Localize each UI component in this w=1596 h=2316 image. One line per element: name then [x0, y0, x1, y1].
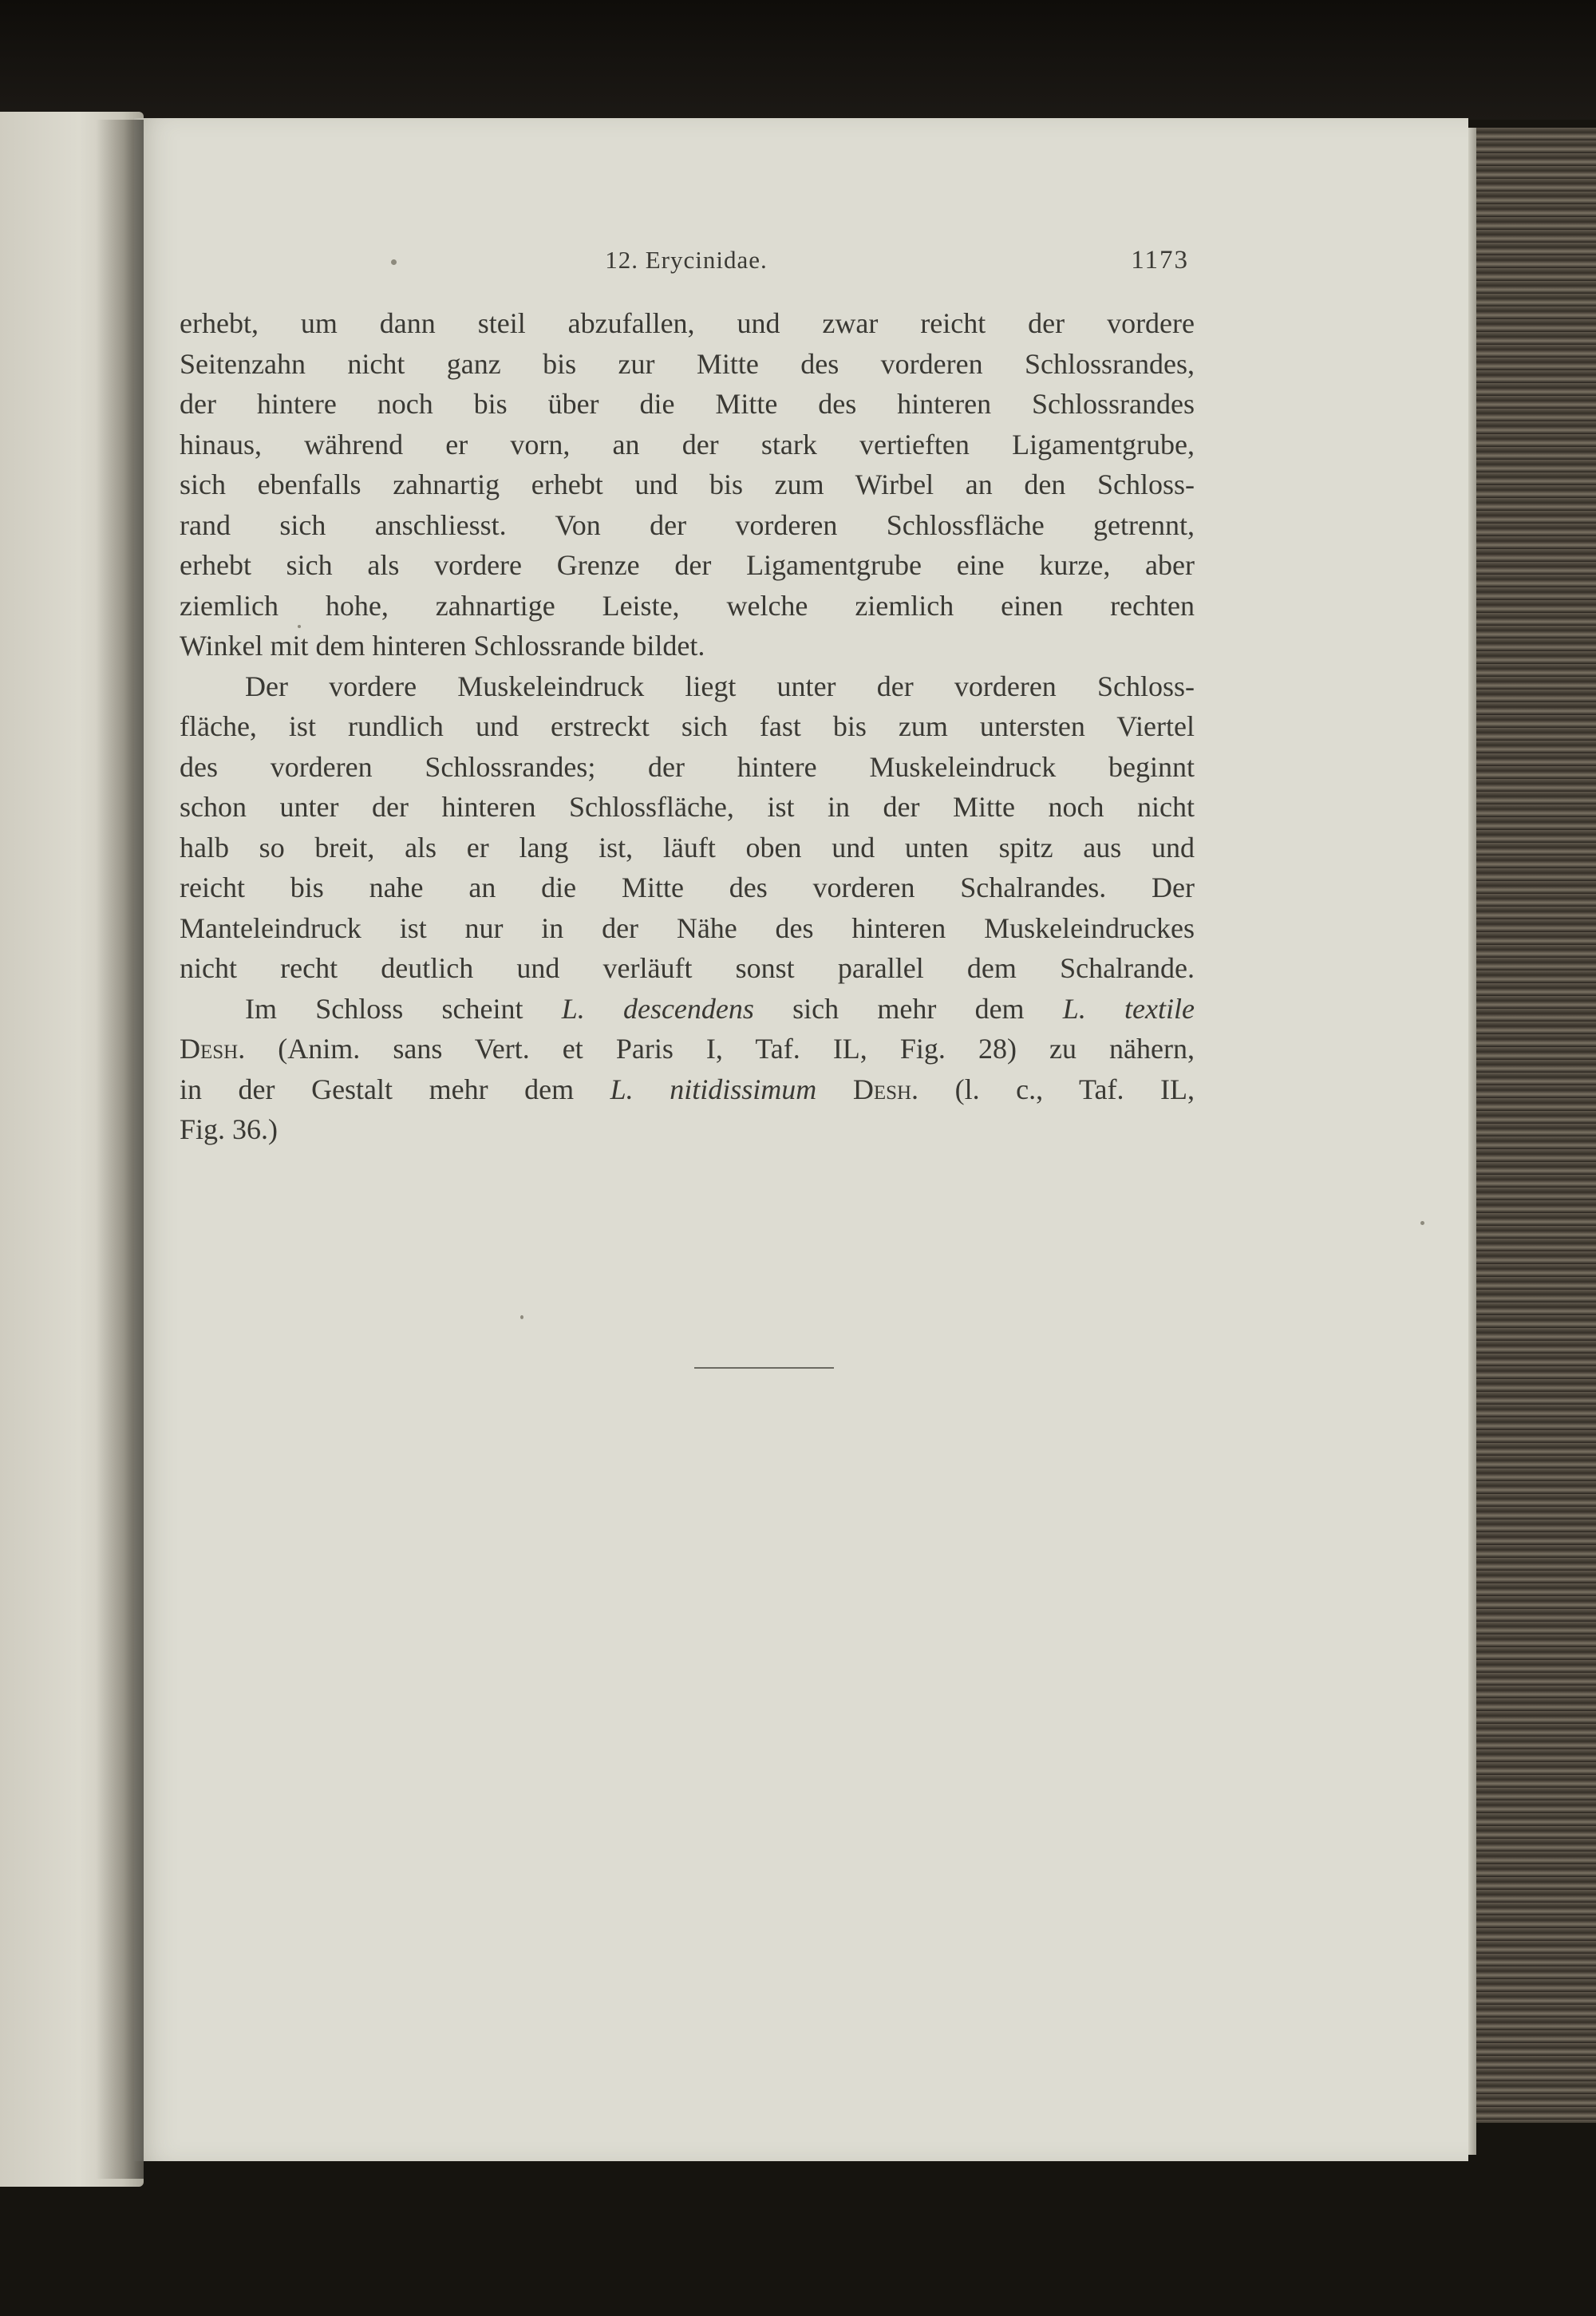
text-line: hinaus, während er vorn, an der stark vertieften Ligamentgrube,	[180, 428, 1195, 460]
text-line: Der vordere Muskeleindruck liegt unter der vorderen Schloss-	[245, 670, 1195, 702]
paper-speck	[520, 1315, 523, 1319]
text-line: der hintere noch bis über die Mitte des hinteren Schlossrandes	[180, 388, 1195, 420]
text-line	[180, 1069, 1195, 1110]
body-text	[180, 303, 1195, 1150]
paragraph-3	[180, 989, 1195, 1150]
text-run	[816, 1073, 853, 1105]
text-run: (Anim. sans Vert. et Paris I, Taf. IL, Fig. 28) zu nähern,	[245, 1033, 1195, 1065]
text-line: erhebt sich als vordere Grenze der Ligamentgrube eine kurze, aber	[180, 549, 1195, 581]
species-name: L. nitidissimum	[610, 1073, 817, 1105]
text-line: schon unter der hinteren Schlossfläche, ist in der Mitte noch nicht	[180, 791, 1195, 823]
text-line	[180, 989, 1195, 1030]
text-line: halb so breit, als er lang ist, läuft oben und unten spitz aus und	[180, 831, 1195, 864]
text-run: Im Schloss scheint	[245, 992, 562, 1025]
text-line: reicht bis nahe an die Mitte des vorderen Schalrandes. Der	[180, 871, 1195, 903]
text-line: Fig. 36.)	[180, 1113, 279, 1145]
species-name: L. textile	[1062, 992, 1195, 1025]
text-line: fläche, ist rundlich und erstreckt sich fast bis zum untersten Viertel	[180, 710, 1195, 742]
text-run: sich mehr dem	[753, 992, 1063, 1025]
text-line: des vorderen Schlossrandes; der hintere Muskeleindruck beginnt	[180, 750, 1195, 783]
text-line: Manteleindruck ist nur in der Nähe des hinteren Muskeleindruckes	[180, 911, 1195, 944]
book-cover-edge	[1456, 128, 1596, 2123]
author-name: Desh.	[852, 1073, 919, 1105]
text-line: nicht recht deutlich und verläuft sonst parallel dem Schalrande.	[180, 952, 1195, 984]
running-head	[184, 246, 1189, 294]
text-line	[180, 1029, 1195, 1069]
page-number: 1173	[1131, 246, 1189, 275]
text-run: (l. c., Taf. IL,	[918, 1073, 1195, 1105]
text-run: in der Gestalt mehr dem	[180, 1073, 610, 1105]
background	[0, 0, 1596, 120]
paragraph-1	[180, 303, 1195, 666]
text-line: ziemlich hohe, zahnartige Leiste, welche ziemlich einen rechten	[180, 589, 1195, 622]
paper-speck	[1420, 1221, 1424, 1225]
text-line: rand sich anschliesst. Von der vorderen Schlossfläche getrennt,	[180, 508, 1195, 541]
text-line: Seitenzahn nicht ganz bis zur Mitte des vorderen Schlossrandes,	[180, 347, 1195, 380]
page-gutter-shadow	[96, 120, 144, 2179]
species-name: L. descendens	[561, 992, 754, 1025]
section-divider-rule	[694, 1367, 834, 1369]
text-line: sich ebenfalls zahnartig erhebt und bis zum Wirbel an den Schloss-	[180, 468, 1195, 500]
paragraph-2	[180, 666, 1195, 989]
text-line: erhebt, um dann steil abzufallen, und zwar reicht der vordere	[180, 307, 1195, 339]
text-line: Winkel mit dem hinteren Schlossrande bildet.	[180, 630, 705, 662]
chapter-title: 12. Erycinidae.	[605, 246, 768, 274]
author-name: Desh.	[180, 1033, 246, 1065]
